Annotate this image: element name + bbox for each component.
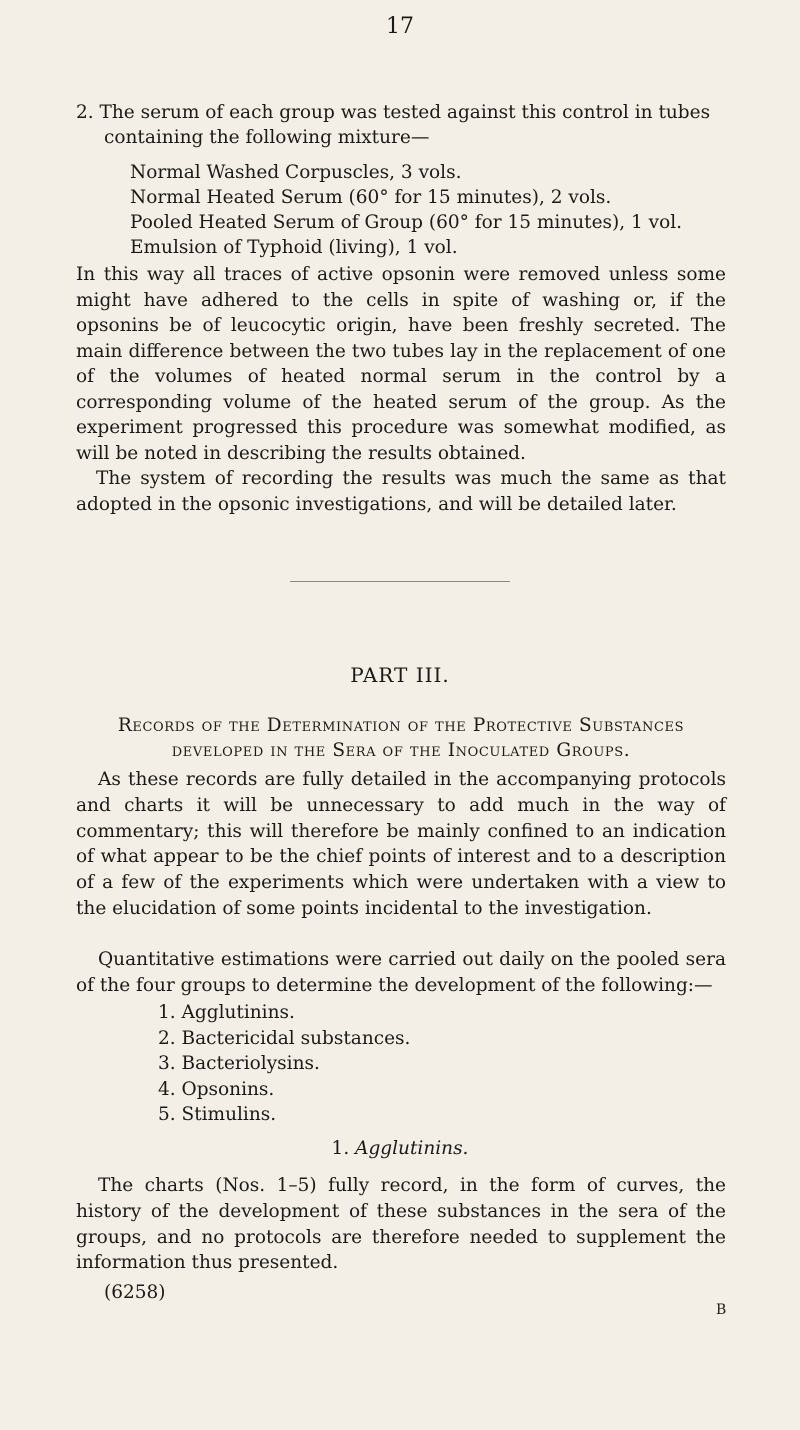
mixture-item: Normal Heated Serum (60° for 15 minutes), 2 vols. (130, 187, 612, 208)
page-number: 17 (386, 14, 414, 39)
signature-mark: B (716, 1302, 727, 1318)
list-item: 1. Agglutinins. (158, 1002, 295, 1023)
paragraph-quantitative: Quantitative estimations were carried out daily on the pooled sera of the four groups to determine the development of the following:— (76, 949, 726, 996)
mixture-item: Emulsion of Typhoid (living), 1 vol. (130, 237, 458, 258)
section-divider (290, 581, 510, 582)
list-item: 5. Stimulins. (158, 1104, 277, 1126)
part-heading: PART III. (350, 663, 450, 687)
subheading-title: Agglutinins. (355, 1138, 469, 1159)
print-signature: (6258) (104, 1282, 166, 1303)
agglutinins-subheading (0, 1138, 800, 1159)
subheading-number: 1. (331, 1138, 350, 1159)
mixture-item: Normal Washed Corpuscles, 3 vols. (130, 162, 462, 183)
records-heading: Records of the Determination of the Protective Substances developed in the Sera of the Inoculated Groups. (117, 715, 685, 761)
list-item: 3. Bacteriolysins. (158, 1053, 320, 1075)
paragraph-charts: The charts (Nos. 1–5) fully record, in the form of curves, the history of the development of these substances in the sera of the groups, and no protocols are therefore needed to supplement the information thus presented. (76, 1175, 726, 1274)
paragraph-recording-system: The system of recording the results was much the same as that adopted in the opsonic investigations, and will be detailed later. (76, 468, 726, 515)
substances-list (158, 1000, 410, 1128)
mixture-item: Pooled Heated Serum of Group (60° for 15 minutes), 1 vol. (130, 212, 683, 233)
paragraph-opsonin-removal: In this way all traces of active opsonin were removed unless some might have adhered to the cells in spite of washing or, if the opsonins be of leucocytic origin, have been freshly secreted. The main difference between the two tubes lay in the replacement of one of the volumes of heated normal serum in the control by a corresponding volume of the heated serum of the group. As the experiment progressed this procedure was somewhat modified, as will be noted in describing the results obtained. (76, 264, 726, 464)
mixture-list (130, 160, 682, 260)
list-item: 4. Opsonins. (158, 1078, 275, 1100)
numbered-item-2: 2. The serum of each group was tested against this control in tubes containing the following mixture— (76, 102, 711, 148)
paragraph-records-intro: As these records are fully detailed in the accompanying protocols and charts it will be unnecessary to add much in the way of commentary; this will therefore be mainly confined to an indication of what appear to be the chief points of interest and to a description of a few of the experiments which were undertaken with a view to the elucidation of some points incidental to the investigation. (76, 769, 726, 919)
list-item: 2. Bactericidal substances. (158, 1027, 411, 1049)
